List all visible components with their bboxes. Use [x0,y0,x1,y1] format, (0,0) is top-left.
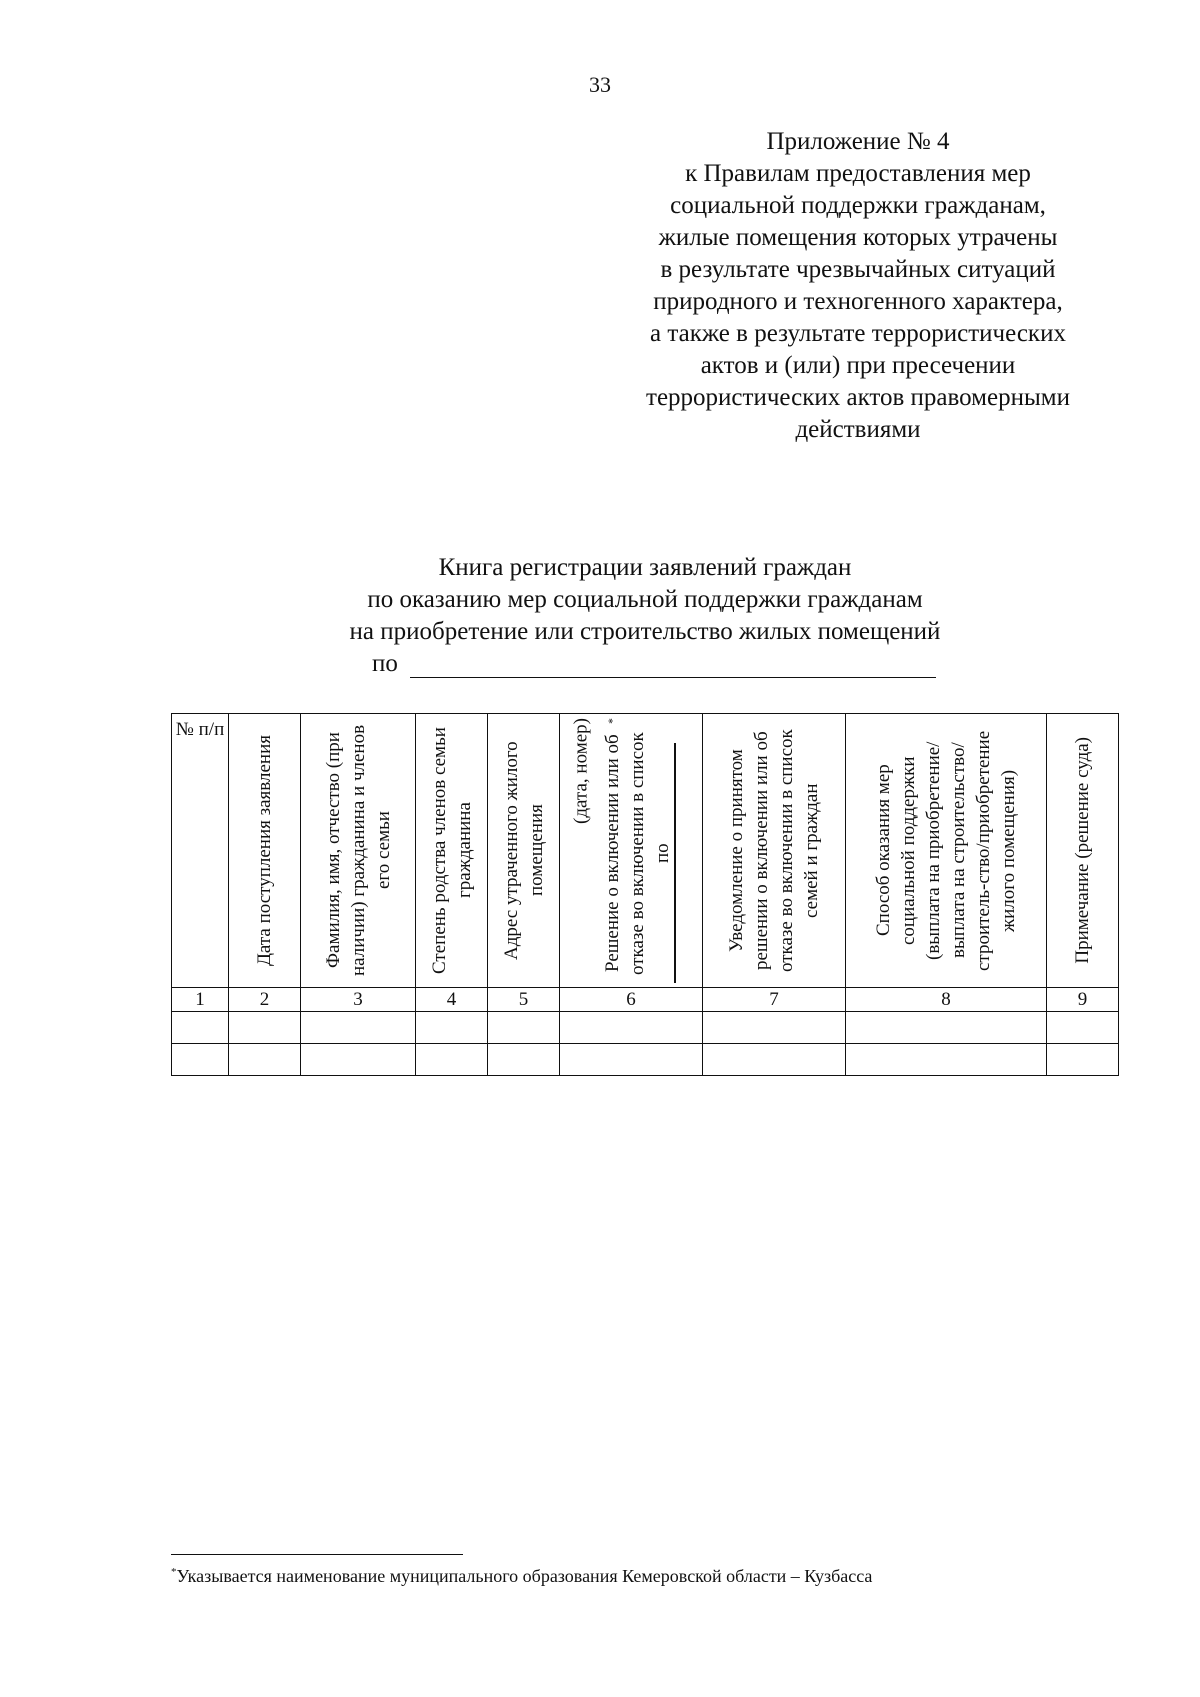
header-kinship: Степень родства членов семьи гражданина [428,727,475,974]
header-col-6 [560,714,703,988]
footnote-marker: * [605,718,619,724]
column-number: 7 [703,988,846,1012]
table-cell[interactable] [846,1012,1047,1044]
registration-table [171,713,1119,1076]
book-title-line: по оказанию мер социальной поддержки гражданам [367,586,923,613]
header-full-name: Фамилия, имя, отчество (при наличии) гражданина и членов его семьи [322,724,394,977]
header-decision-sub: (дата, номер) [570,718,592,824]
header-col-3 [301,714,416,988]
book-title-line: на приобретение или строительство жилых помещений [349,618,941,645]
table-header-row [172,714,1119,988]
table-cell[interactable] [703,1012,846,1044]
appendix-line: Приложение № 4 [766,128,950,155]
table-cell[interactable] [1047,1012,1119,1044]
table-cell[interactable] [560,1012,703,1044]
header-notification: Уведомление о принятом решении о включении или об отказе во включении в список семей и граждан [726,729,822,972]
po-label: по [372,650,398,677]
appendix-line: действиями [795,416,921,443]
table-cell[interactable] [1047,1044,1119,1076]
header-address: Адрес утраченного жилого помещения [500,741,547,960]
table-cell[interactable] [172,1044,229,1076]
header-decision-sub-wrap [562,718,600,983]
table-cell[interactable] [488,1044,560,1076]
appendix-line: актов и (или) при пресечении [700,352,1016,379]
header-col-9 [1047,714,1119,988]
table-cell[interactable] [172,1012,229,1044]
appendix-line: социальной поддержки гражданам, [670,192,1046,219]
header-number: № п/п [175,719,225,740]
table-cell[interactable] [229,1044,301,1076]
header-decision-wrap [600,718,700,983]
table-cell[interactable] [301,1044,416,1076]
table-cell[interactable] [229,1012,301,1044]
table-cell[interactable] [846,1044,1047,1076]
column-number: 3 [301,988,416,1012]
appendix-header [618,126,1098,446]
table-row [172,1044,1119,1076]
footnote-star: * [171,1566,177,1578]
table-cell[interactable] [416,1044,488,1076]
header-col-4 [416,714,488,988]
column-number: 9 [1047,988,1119,1012]
header-col-1 [172,714,229,988]
footnote [171,1566,872,1587]
page-number: 33 [589,72,611,97]
header-decision-divider [674,743,676,983]
column-number: 1 [172,988,229,1012]
table-cell[interactable] [488,1012,560,1044]
footnote-divider [171,1554,463,1555]
table-cell[interactable] [416,1012,488,1044]
appendix-line: жилые помещения которых утрачены [658,224,1058,251]
po-line [372,650,936,678]
appendix-line: природного и техногенного характера, [653,288,1063,315]
appendix-line: а также в результате террористических [650,320,1066,347]
appendix-line: террористических актов правомерными [646,384,1070,411]
table-row [172,1012,1119,1044]
column-number: 2 [229,988,301,1012]
appendix-line: в результате чрезвычайных ситуаций [660,256,1056,283]
footnote-text: Указывается наименование муниципального образования Кемеровской области – Кузбасса [176,1566,873,1586]
header-support-method: Способ оказания мер социальной поддержки (выплата на приобретение/выплата на строительство/строитель-ство/приобретение жилого помещения) [873,730,1019,971]
book-title-line: Книга регистрации заявлений граждан [438,554,852,581]
table-cell[interactable] [703,1044,846,1076]
column-number: 6 [560,988,703,1012]
book-title [0,552,1200,648]
column-number: 5 [488,988,560,1012]
po-blank-field[interactable] [410,653,936,678]
table-cell[interactable] [560,1044,703,1076]
table-cell[interactable] [301,1012,416,1044]
column-number: 8 [846,988,1047,1012]
column-number-row [172,988,1119,1012]
header-decision: Решение о включении или об отказе во включении в список по [602,732,673,975]
header-col-5 [488,714,560,988]
column-number: 4 [416,988,488,1012]
appendix-line: к Правилам предоставления мер [685,160,1031,187]
header-col-7 [703,714,846,988]
header-date: Дата поступления заявления [254,734,275,967]
header-col-2 [229,714,301,988]
header-note: Примечание (решение суда) [1072,737,1093,964]
header-col-8 [846,714,1047,988]
